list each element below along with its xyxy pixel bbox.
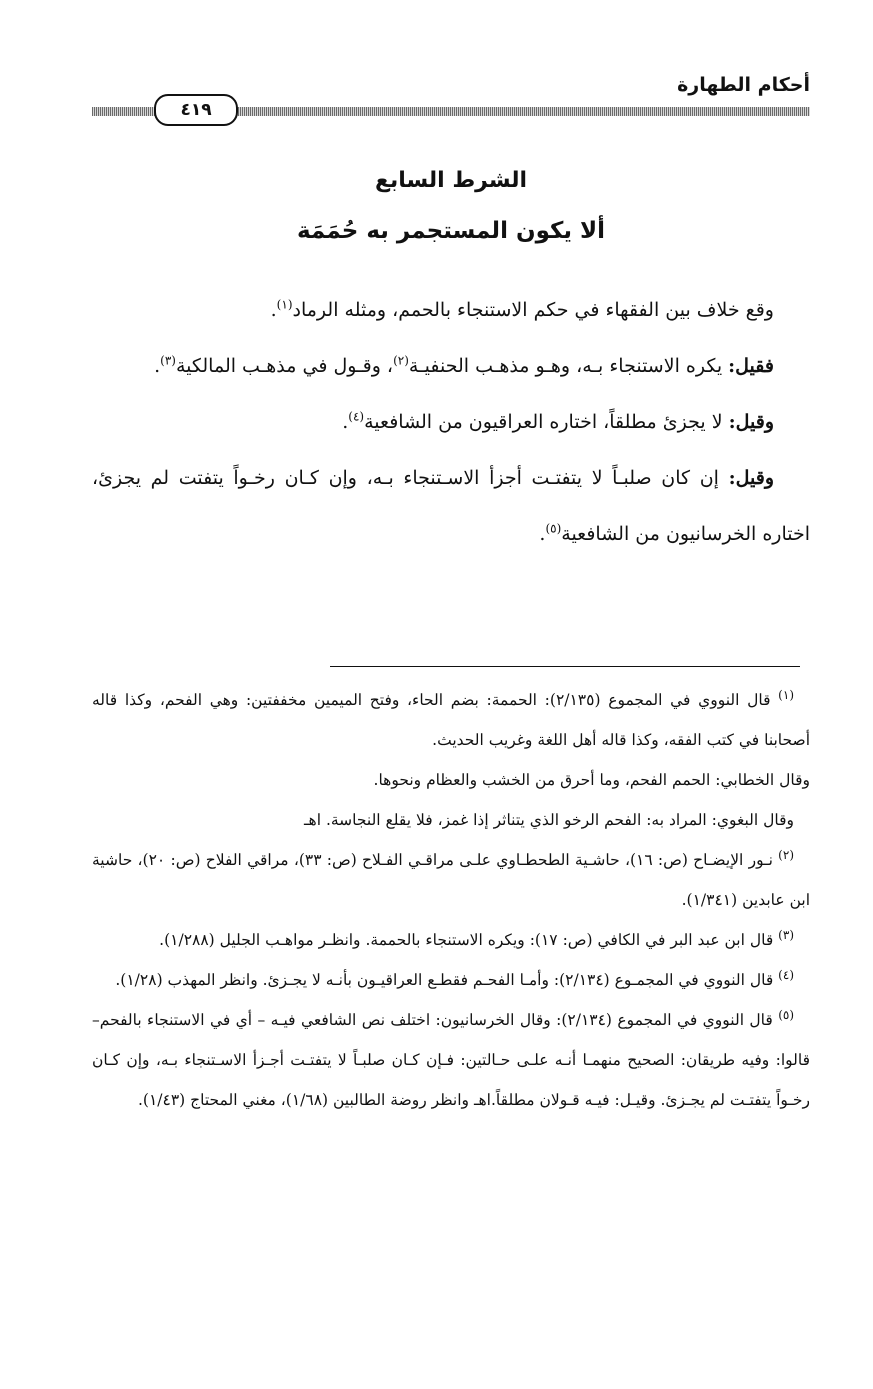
- paragraph-lead: فقيل:: [728, 355, 774, 377]
- footnote-2: $^{(٢)}$ نـور الإيضـاح (ص: ١٦)، حاشـية الطحطـاوي علـى مراقـي الفـلاح (ص: ٣٣)، مراقي الفلاح (ص: ٢٠)، حاشية ابن عابدين (١/٣٤١).: [92, 847, 810, 909]
- footnote-5: $^{(٥)}$ قال النووي في المجموع (٢/١٣٤): وقال الخرسانيون: اختلف نص الشافعي فيـه – أي في الاستنجاء بالفحم– قالوا: وفيه طريقان: الصحيح منهمـا أنـه علـى حـالتين: فـإن كـان صلبـاً لا يتفتـت أجـزأ الاسـتنجاء بـه، وإن كـان رخـواً يتفتـت لم يجـزئ. وقيـل: فيـه قـولان مطلقاً.اهـ وانظر روضة الطالبين (١/٦٨)، مغني المحتاج (١/٤٣).: [92, 1007, 810, 1109]
- paragraph-4: وقيل: إن كان صلبـاً لا يتفتـت أجزأ الاسـتنجاء بـه، وإن كـان رخـواً يتفتت لم يجزئ، اختاره الخرسانيون من الشافعية$^{(٥)}$.: [92, 467, 810, 545]
- page-number: ٤١٩: [154, 94, 238, 126]
- footnote-separator: [330, 666, 800, 667]
- footnotes: [92, 680, 810, 1120]
- paragraph-3: وقيل: لا يجزئ مطلقاً، اختاره العراقيون من الشافعية$^{(٤)}$.: [342, 409, 774, 433]
- running-title: أحكام الطهارة: [677, 74, 810, 96]
- page-header: [92, 66, 810, 126]
- footnote-ref: (٣): [160, 353, 176, 368]
- footnote-1: $^{(١)}$ قال النووي في المجموع (٢/١٣٥): الحممة: بضم الحاء، وفتح الميمين مخففتين: وهي الفحم، وكذا قاله أصحابنا في كتب الفقه، وكذا قاله أهل اللغة وغريب الحديث.: [92, 687, 810, 749]
- footnote-1-line: وقال البغوي: المراد به: الفحم الرخو الذي يتناثر إذا غمز، فلا يقلع النجاسة. اهـ: [304, 811, 794, 829]
- footnote-1-line: وقال الخطابي: الحمم الفحم، وما أحرق من الخشب والعظام ونحوها.: [373, 771, 810, 789]
- footnote-4: $^{(٤)}$ قال النووي في المجمـوع (٢/١٣٤): وأمـا الفحـم فقطـع العراقيـون بأنـه لا يجـزئ. وانظر المهذب (١/٢٨).: [115, 967, 794, 989]
- footnote-ref: (٤): [348, 409, 365, 424]
- condition-heading: الشرط السابع: [374, 168, 528, 193]
- paragraph-lead: وقيل:: [728, 467, 774, 489]
- section-title: ألا يكون المستجمر به حُمَمَة: [296, 218, 606, 244]
- paragraph-1: وقع خلاف بين الفقهاء في حكم الاستنجاء بالحمم، ومثله الرماد$^{(١)}$.: [270, 297, 774, 321]
- paragraph-2: فقيل: يكره الاستنجاء بـه، وهـو مذهـب الحنفيـة$^{(٢)}$، وقـول في مذهـب المالكية$^{(٣)}$.: [154, 353, 774, 377]
- body-text: [92, 282, 810, 562]
- footnote-ref: (١): [276, 297, 293, 312]
- footnote-3: $^{(٣)}$ قال ابن عبد البر في الكافي (ص: ١٧): ويكره الاستنجاء بالحممة. وانظـر مواهـب الجليل (١/٢٨٨).: [159, 927, 794, 949]
- footnote-ref: (٢): [393, 353, 409, 368]
- paragraph-lead: وقيل:: [728, 411, 774, 433]
- footnote-ref: (٥): [545, 521, 562, 536]
